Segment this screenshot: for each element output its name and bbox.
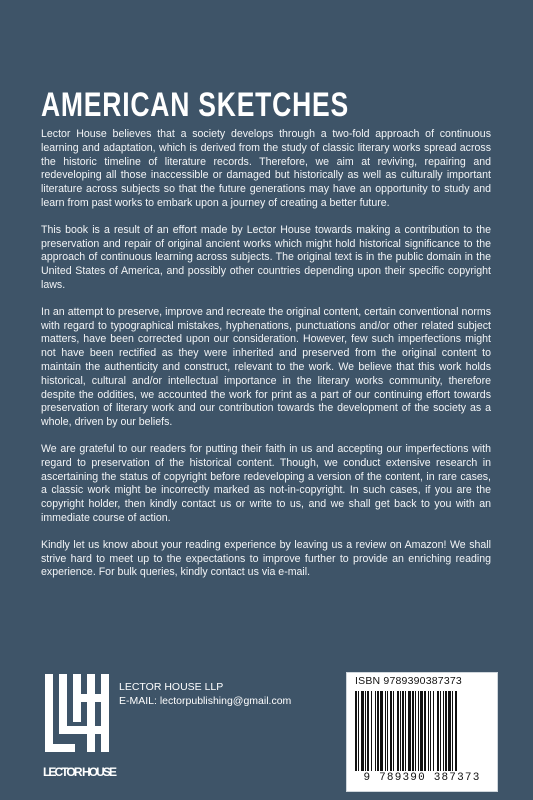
barcode-bar <box>433 691 434 771</box>
blurb-paragraph-3: In an attempt to preserve, improve and recreate the original content, certain conventional norms with regard to typographical mistakes, hyphenations, punctuations and/or other related subject matters, have been corrected upon our consideration. However, few such imperfections might not have been rectified as they were inherited and preserved from the original content to maintain the authenticity and construct, relevant to the work. We believe that this work holds historical, cultural and/or intellectual importance in the literary works community, therefore despite the oddities, we accounted the work for print as a part of our continuing effort towards preservation of literary work and our contribution towards the development of the society as a whole, driven by our beliefs. <box>41 305 491 429</box>
barcode-bar <box>402 691 404 771</box>
barcode-bar <box>408 691 411 771</box>
barcode-bar <box>412 691 414 771</box>
barcode-bar <box>448 691 451 771</box>
publisher-email: E-MAIL: lectorpublishing@gmail.com <box>119 695 292 707</box>
lector-house-logo <box>41 672 119 790</box>
logo-wordmark: LECTOR HOUSE <box>43 765 117 779</box>
barcode-bar <box>424 691 426 771</box>
barcode-bar <box>418 691 419 771</box>
barcode-bar <box>415 691 416 771</box>
publisher-footer <box>41 672 496 792</box>
barcode <box>355 691 489 771</box>
book-title: AMERICAN SKETCHES <box>41 86 349 124</box>
blurb-paragraph-4: We are grateful to our readers for putting their faith in us and accepting our imperfections with regard to preservation of the historical content. Though, we conduct extensive research in ascertaining the status of copyright before redeveloping a version of the content, in rare cases, a classic work might be incorrectly marked as not-in-copyright. In such cases, if you are the copyright holder, then kindly contact us or write to us, and we shall get back to you with an immediate course of action. <box>41 442 491 524</box>
barcode-bar <box>387 691 388 771</box>
isbn-label: ISBN 9789390387373 <box>355 675 462 687</box>
barcode-bar <box>445 691 447 771</box>
barcode-bar <box>420 691 423 771</box>
blurb <box>41 128 491 593</box>
barcode-bar <box>430 691 431 771</box>
barcode-bar <box>377 691 379 771</box>
barcode-bar <box>455 691 457 771</box>
barcode-bar <box>355 691 357 771</box>
isbn-digits: 9 789390 387373 <box>363 772 481 784</box>
blurb-paragraph-5: Kindly let us know about your reading experience by leaving us a review on Amazon! We shall strive hard to meet up to the expectations to improve further to provide an enriching reading experience. For bulk queries, kindly contact us via e-mail. <box>41 538 491 579</box>
barcode-bar <box>400 691 401 771</box>
barcode-bar <box>380 691 383 771</box>
barcode-bar <box>361 691 364 771</box>
publisher-info <box>119 680 291 708</box>
publisher-name: LECTOR HOUSE LLP <box>119 681 224 693</box>
barcode-bar <box>385 691 386 771</box>
barcode-bar <box>390 691 392 771</box>
barcode-bar <box>367 691 369 771</box>
barcode-bar <box>437 691 439 771</box>
barcode-bar <box>393 691 394 771</box>
barcode-bar <box>365 691 366 771</box>
barcode-bar <box>358 691 359 771</box>
barcode-bar <box>443 691 444 771</box>
blurb-paragraph-2: This book is a result of an effort made by Lector House towards making a contribution to the preservation and repair of original ancient works which might hold historical significance to the approach of continuous learning across subjects. The original text is in the public domain in the United States of America, and possibly other countries depending upon their specific copyright laws. <box>41 223 491 291</box>
barcode-bar <box>397 691 399 771</box>
barcode-bar <box>405 691 406 771</box>
barcode-bar <box>375 691 376 771</box>
barcode-bar <box>428 691 429 771</box>
isbn-barcode-box <box>346 672 498 792</box>
barcode-bar <box>452 691 453 771</box>
barcode-bar <box>440 691 441 771</box>
barcode-bar <box>371 691 372 771</box>
blurb-paragraph-1: Lector House believes that a society develops through a two-fold approach of continuous learning and adaptation, which is derived from the study of classic literary works spread across the historic timeline of literature records. Therefore, we aim at reviving, repairing and redeveloping all those inaccessible or damaged but historically as well as culturally important literature across subjects so that the future generations may have an opportunity to study and learn from past works to embark upon a journey of creating a better future. <box>41 128 491 209</box>
